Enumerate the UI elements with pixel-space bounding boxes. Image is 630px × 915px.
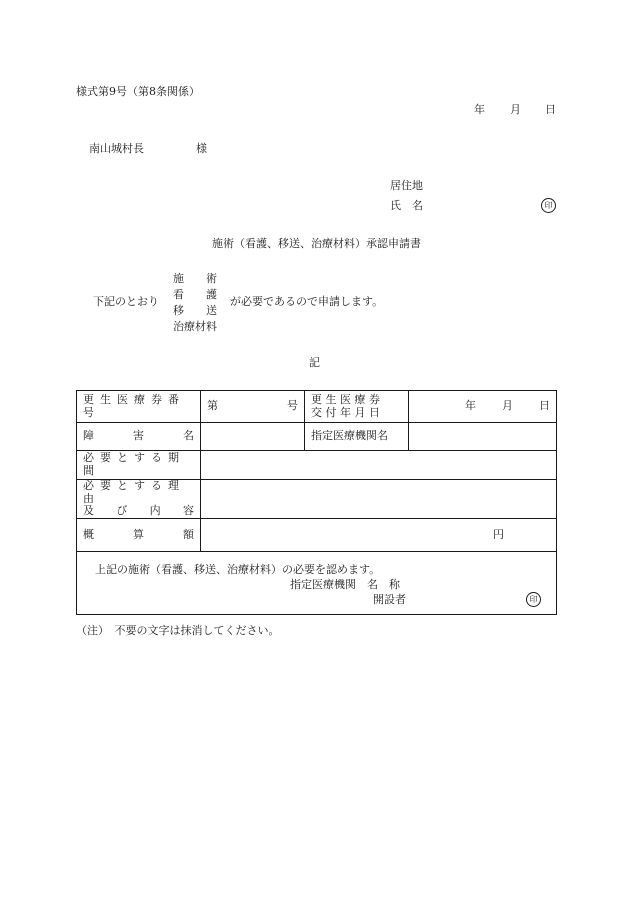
issue-date-year: 年 [465, 399, 476, 413]
request-option-4: 治療材料 [173, 320, 217, 333]
request-option-1: 施 術 [173, 272, 217, 285]
designated-institution-value [409, 423, 557, 451]
institution-seal-icon: 印 [526, 592, 541, 607]
estimate-label [77, 518, 201, 551]
issue-date-label-line2: 交 付 年 月 日 [311, 405, 380, 419]
application-table [76, 390, 557, 615]
addressee-name: 南山城村長 [89, 142, 144, 155]
ticket-number-label: 更生医療券番号 [77, 391, 201, 423]
reason-label-nai: 内 [149, 504, 161, 518]
table-row [77, 423, 557, 451]
addressee-honorific: 様 [196, 142, 207, 155]
reason-label [77, 480, 201, 519]
request-lead: 下記のとおり [93, 295, 159, 308]
request-option-3: 移 送 [173, 304, 217, 317]
ticket-number-cell [201, 391, 305, 423]
estimate-label-1: 概 [83, 527, 94, 541]
estimate-label-2: 算 [133, 527, 144, 541]
date-month: 月 [510, 103, 521, 116]
approval-text: 上記の施術（看護、移送、治療材料）の必要を認めます。 [95, 562, 381, 576]
disability-value [201, 423, 305, 451]
disability-label-2: 害 [133, 429, 144, 443]
period-label: 必要とする期間 [77, 451, 201, 480]
issue-date-day: 日 [539, 399, 550, 413]
date-year: 年 [474, 103, 485, 116]
estimate-label-3: 額 [183, 527, 194, 541]
period-value [201, 451, 557, 480]
issue-date-label [305, 391, 409, 423]
approval-block [77, 551, 557, 614]
reason-label-bi: び [116, 504, 128, 518]
issue-date-month: 月 [502, 399, 513, 413]
table-row [77, 518, 557, 551]
table-row [77, 391, 557, 423]
founder-label: 開設者 [373, 592, 406, 606]
issue-date-label-line1: 更 生 医 療 券 [311, 392, 380, 406]
reason-label-and: 及 [83, 504, 94, 518]
date-day: 日 [545, 103, 556, 116]
ticket-number-prefix: 第 [207, 399, 218, 413]
request-option-2: 看 護 [173, 288, 217, 301]
ticket-number-suffix: 号 [287, 399, 298, 413]
institution-name-label: 指定医療機関 名 称 [290, 577, 400, 591]
form-id: 様式第9号（第8条関係） [76, 85, 200, 98]
issue-date-cell [409, 391, 557, 423]
table-row [77, 480, 557, 519]
estimate-value [201, 518, 557, 551]
disability-label-3: 名 [183, 429, 194, 443]
disability-label-1: 障 [83, 429, 94, 443]
note: （注） 不要の文字は抹消してください。 [76, 624, 280, 637]
table-row [77, 451, 557, 480]
reason-label-you: 容 [182, 504, 194, 518]
table-row [77, 551, 557, 614]
document-title: 施術（看護、移送、治療材料）承認申請書 [212, 237, 421, 250]
address-label: 居住地 [390, 179, 423, 192]
request-tail: が必要であるので申請します。 [230, 295, 384, 308]
name-label: 氏 名 [390, 199, 423, 212]
applicant-seal-icon: 印 [541, 198, 556, 213]
estimate-unit: 円 [493, 527, 504, 541]
disability-label [77, 423, 201, 451]
designated-institution-label: 指定医療機関名 [305, 423, 409, 451]
reason-value [201, 480, 557, 519]
reason-label-line1: 必要とする理由 [83, 479, 185, 505]
ki-heading: 記 [309, 356, 320, 369]
